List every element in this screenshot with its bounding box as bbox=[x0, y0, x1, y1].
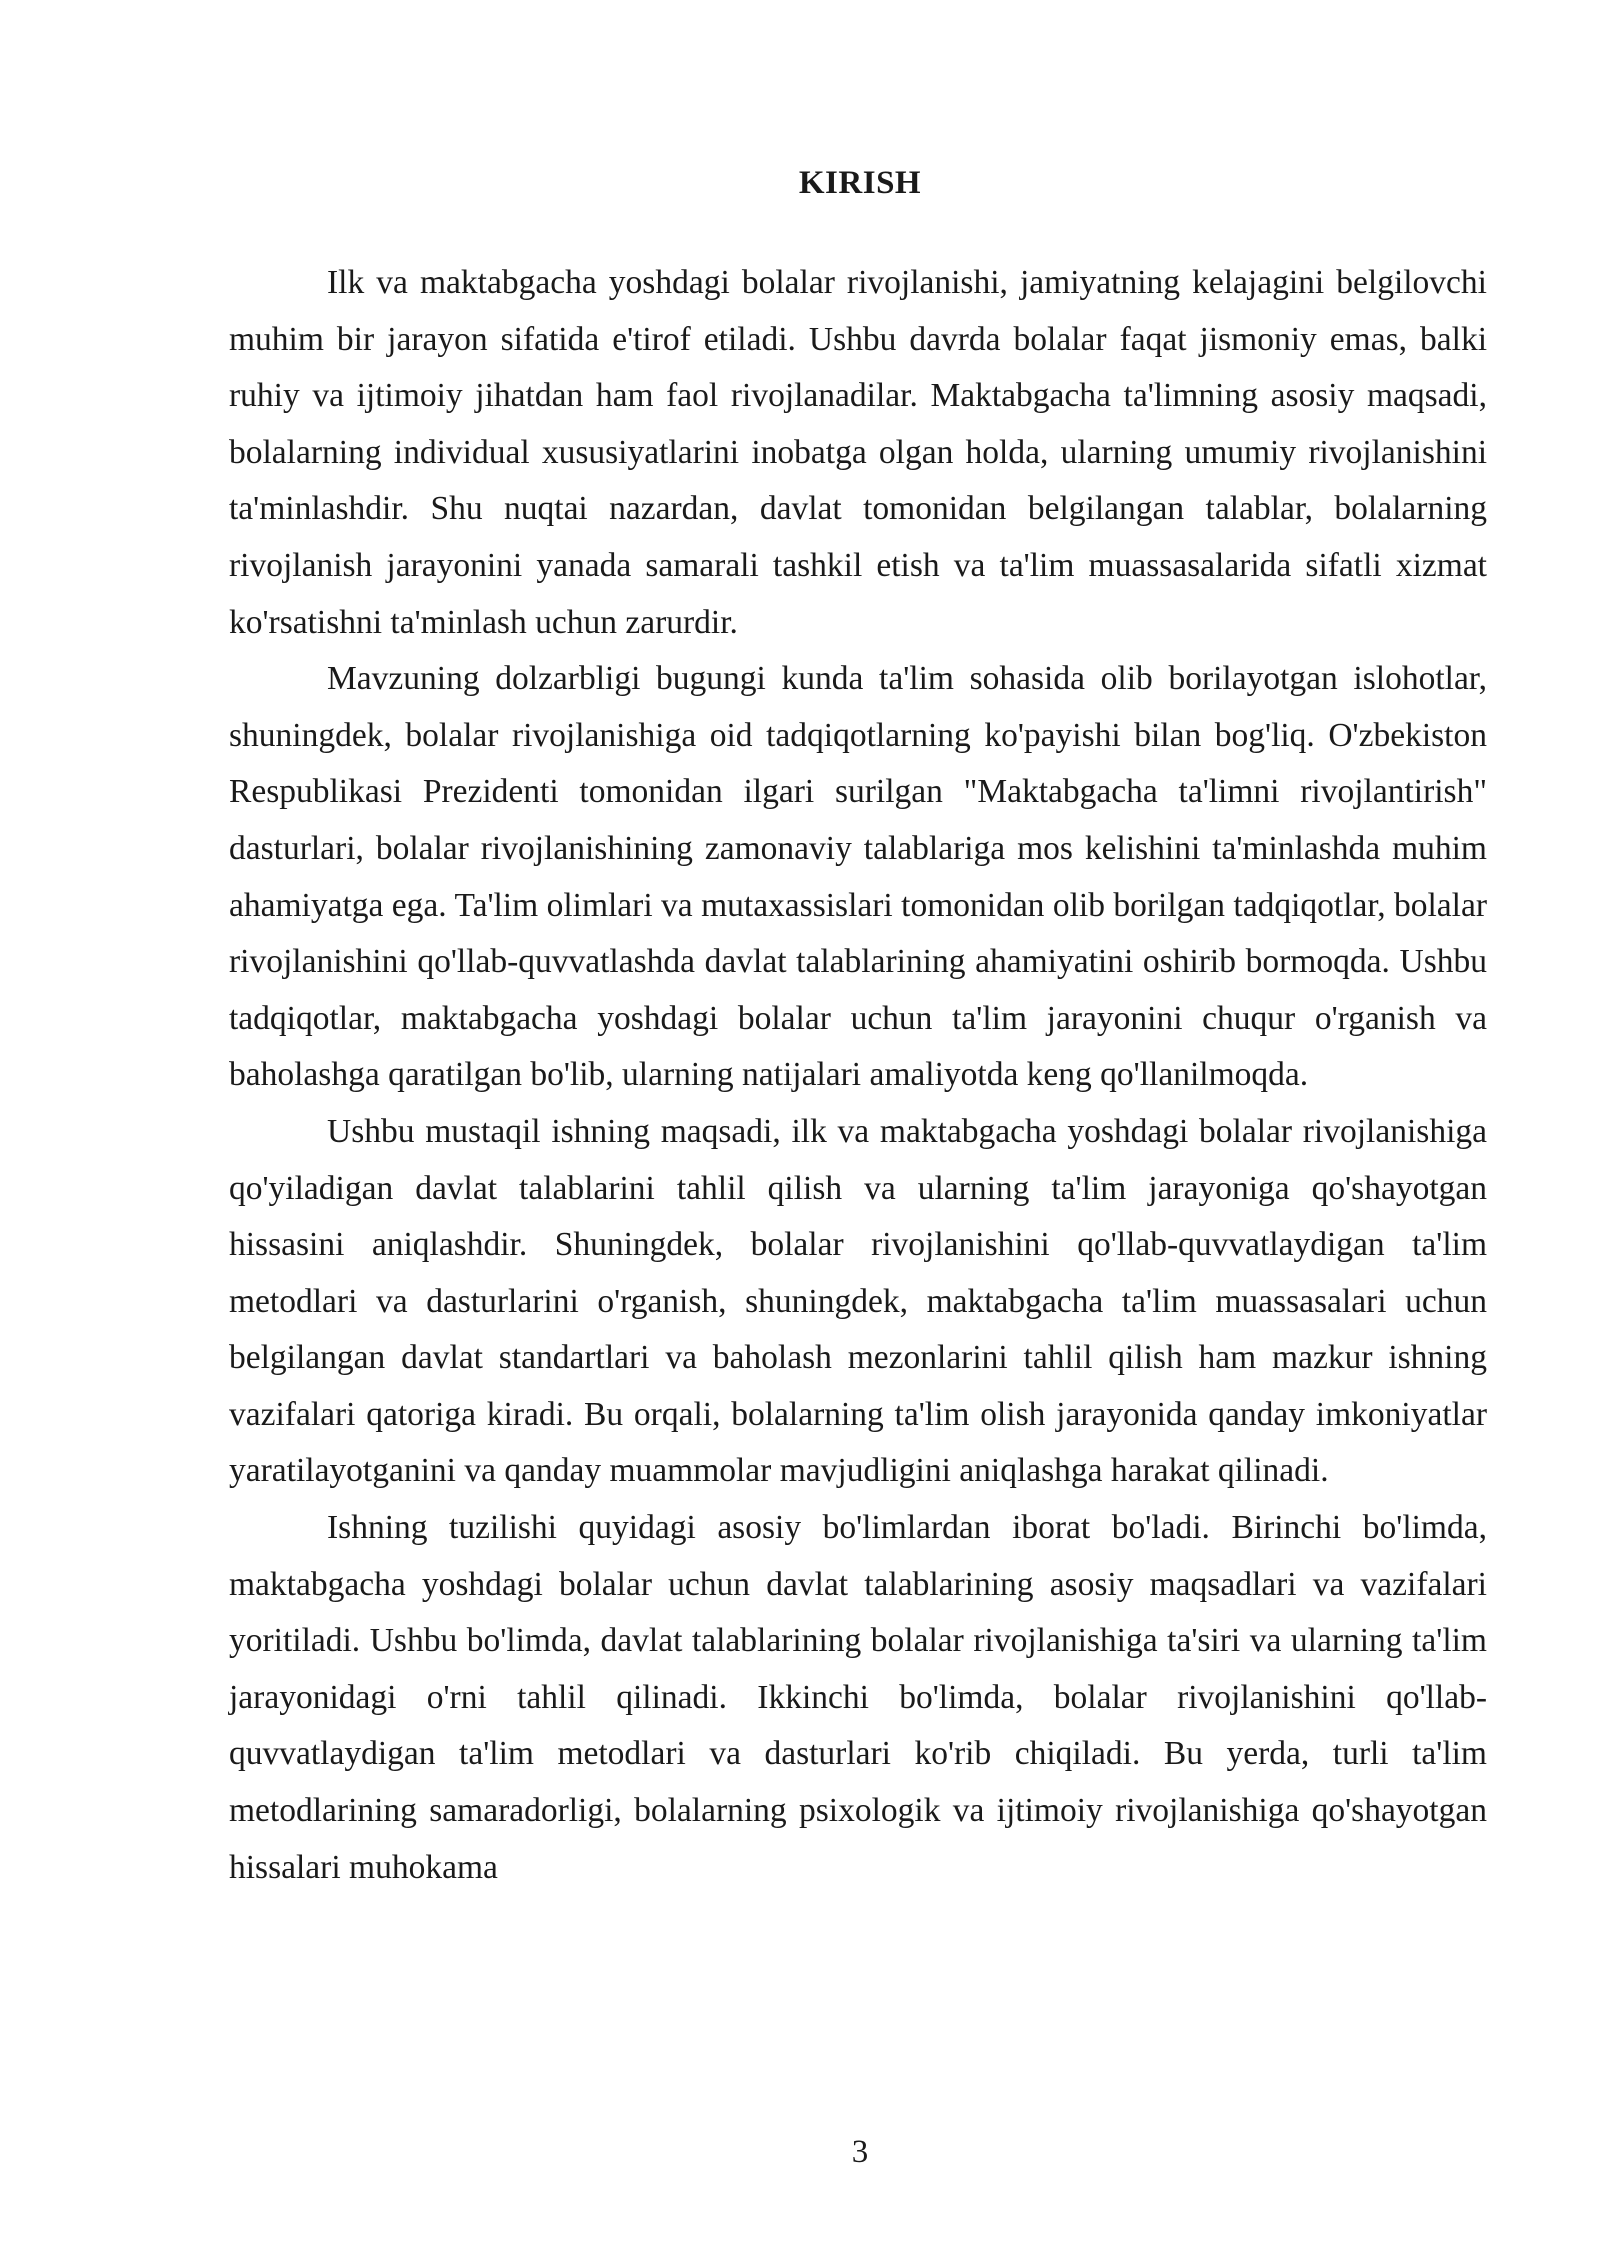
paragraph-relevance: Mavzuning dolzarbligi bugungi kunda ta'lim sohasida olib borilayotgan islohotlar, shuningdek, bolalar rivojlanishiga oid tadqiqotlarning ko'payishi bilan bog'liq. O'zbekiston Respublikasi Prezidenti tomonidan ilgari surilgan "Maktabgacha ta'limni rivojlantirish" dasturlari, bolalar rivojlanishining zamonaviy talablariga mos kelishini ta'minlashda muhim ahamiyatga ega. Ta'lim olimlari va mutaxassislari tomonidan olib borilgan tadqiqotlar, bolalar rivojlanishini qo'llab-quvvatlashda davlat talablarining ahamiyatini oshirib bormoqda. Ushbu tadqiqotlar, maktabgacha yoshdagi bolalar uchun ta'lim jarayonini chuqur o'rganish va baholashga qaratilgan bo'lib, ularning natijalari amaliyotda keng qo'llanilmoqda. bbox=[229, 660, 1487, 1094]
section-title: KIRISH bbox=[798, 165, 922, 201]
paragraph-purpose: Ushbu mustaqil ishning maqsadi, ilk va maktabgacha yoshdagi bolalar rivojlanishiga qo'yiladigan davlat talablarini tahlil qilish va ularning ta'lim jarayoniga qo'shayotgan hissasini aniqlashdir. Shuningdek, bolalar rivojlanishini qo'llab-quvvatlaydigan ta'lim metodlari va dasturlarini o'rganish, shuningdek, maktabgacha ta'lim muassasalari uchun belgilangan davlat standartlari va baholash mezonlarini tahlil qilish ham mazkur ishning vazifalari qatoriga kiradi. Bu orqali, bolalarning ta'lim olish jarayonida qanday imkoniyatlar yaratilayotganini va qanday muammolar mavjudligini aniqlashga harakat qilinadi. bbox=[229, 1112, 1487, 1490]
body-text bbox=[229, 255, 1487, 1896]
paragraph-structure: Ishning tuzilishi quyidagi asosiy bo'limlardan iborat bo'ladi. Birinchi bo'limda, maktabgacha yoshdagi bolalar uchun davlat talablarining asosiy maqsadlari va vazifalari yoritiladi. Ushbu bo'limda, davlat talablarining bolalar rivojlanishiga ta'siri va ularning ta'lim jarayonidagi o'rni tahlil qilinadi. Ikkinchi bo'limda, bolalar rivojlanishini qo'llab-quvvatlaydigan ta'lim metodlari va dasturlari ko'rib chiqiladi. Bu yerda, turli ta'lim metodlarining samaradorligi, bolalarning psixologik va ijtimoiy rivojlanishiga qo'shayotgan hissalari muhokama bbox=[229, 1509, 1487, 1886]
paragraph-introduction: Ilk va maktabgacha yoshdagi bolalar rivojlanishi, jamiyatning kelajagini belgilovchi muhim bir jarayon sifatida e'tirof etiladi. Ushbu davrda bolalar faqat jismoniy emas, balki ruhiy va ijtimoiy jihatdan ham faol rivojlanadilar. Maktabgacha ta'limning asosiy maqsadi, bolalarning individual xususiyatlarini inobatga olgan holda, ularning umumiy rivojlanishini ta'minlashdir. Shu nuqtai nazardan, davlat tomonidan belgilangan talablar, bolalarning rivojlanish jarayonini yanada samarali tashkil etish va ta'lim muassasalarida sifatli xizmat ko'rsatishni ta'minlash uchun zarurdir. bbox=[229, 264, 1487, 641]
page-number: 3 bbox=[851, 2134, 869, 2170]
